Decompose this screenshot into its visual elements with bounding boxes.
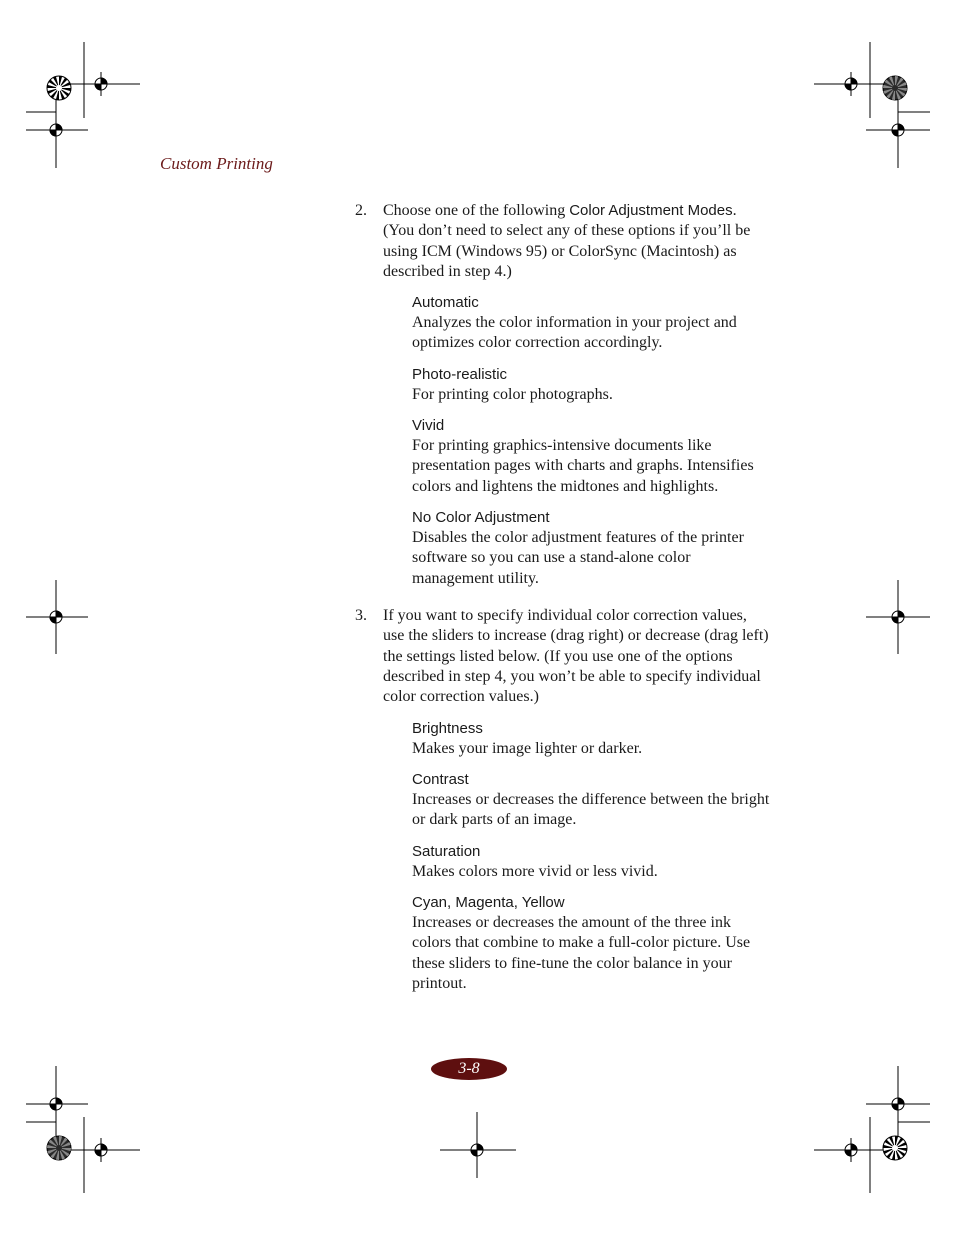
mode-term: Automatic [412,294,479,311]
step-text [383,606,785,707]
setting-desc-line: printout. [412,974,467,992]
setting-contrast [412,770,782,831]
step-text-line: the settings listed below. (If you use one of the options [383,647,733,665]
setting-desc-line: or dark parts of an image. [412,811,577,829]
mode-desc-line: software so you can use a stand-alone color [412,549,691,567]
setting-saturation [412,842,782,882]
step-number: 3. [355,607,367,624]
starburst-mark [883,76,907,100]
step-text-line: using ICM (Windows 95) or ColorSync (Macintosh) as [383,242,737,260]
step-text [383,201,785,282]
step-text-line: Choose one of the following [383,202,570,219]
crosshair-mark [866,96,930,168]
crosshair-mark [64,1138,140,1162]
mode-automatic [412,293,782,354]
step-2 [355,201,785,282]
inline-term: Color Adjustment Modes [569,202,733,219]
starburst-mark [883,1136,907,1160]
starburst-mark [47,1136,71,1160]
crosshair-mark [26,96,88,168]
crosshair-mark [866,580,930,654]
mode-vivid [412,416,782,497]
step-3 [355,606,785,707]
crosshair-mark [26,1066,88,1140]
setting-desc-line: these sliders to fine-tune the color balance in your [412,954,732,972]
starburst-mark [47,76,71,100]
mode-desc-line: Analyzes the color information in your project and [412,314,737,331]
step-number: 2. [355,202,367,219]
mode-desc-line: colors and lightens the midtones and highlights. [412,477,719,495]
setting-term: Cyan, Magenta, Yellow [412,894,565,911]
setting-desc-line: Makes colors more vivid or less vivid. [412,863,658,880]
step-text-line: color correction values.) [383,688,539,706]
crosshair-mark [440,1112,516,1178]
mode-desc-line: Disables the color adjustment features of the printer [412,529,744,546]
mode-desc-line: management utility. [412,569,539,587]
crosshair-mark [814,1138,888,1162]
mode-no-color-adjustment [412,508,782,589]
setting-term: Brightness [412,720,483,737]
crosshair-mark [814,72,888,96]
step-text-line: described in step 4.) [383,262,512,280]
mode-term: Vivid [412,417,445,434]
setting-desc-line: Makes your image lighter or darker. [412,740,643,757]
mode-desc-line: optimizes color correction accordingly. [412,334,663,352]
crosshair-mark [866,1066,930,1140]
page-number-badge [431,1058,507,1080]
setting-brightness [412,719,782,759]
mode-term: No Color Adjustment [412,509,550,526]
setting-cyan-magenta-yellow [412,893,782,994]
step-text-line: use the sliders to increase (drag right) or decrease (drag left) [383,627,769,645]
page-number: 3-8 [458,1060,480,1077]
mode-desc-line: For printing graphics-intensive documents like [412,437,712,454]
mode-desc-line: For printing color photographs. [412,386,613,403]
setting-term: Saturation [412,843,481,860]
setting-desc-line: Increases or decreases the amount of the three ink [412,914,731,931]
mode-term: Photo-realistic [412,366,508,383]
mode-desc-line: presentation pages with charts and graphs. Intensifies [412,457,754,475]
setting-term: Contrast [412,771,469,788]
crosshair-mark [26,580,88,654]
running-head: Custom Printing [160,154,273,173]
setting-desc-line: Increases or decreases the difference between the bright [412,791,770,808]
step-text-line: If you want to specify individual color correction values, [383,607,747,624]
mode-photo-realistic [412,365,782,405]
crosshair-mark [64,72,140,96]
setting-desc-line: colors that combine to make a full-color picture. Use [412,934,751,952]
step-text-line: described in step 4, you won’t be able to specify individual [383,667,761,685]
step-text-punct: . [732,202,737,219]
step-text-line: (You don’t need to select any of these options if you’ll be [383,222,751,240]
